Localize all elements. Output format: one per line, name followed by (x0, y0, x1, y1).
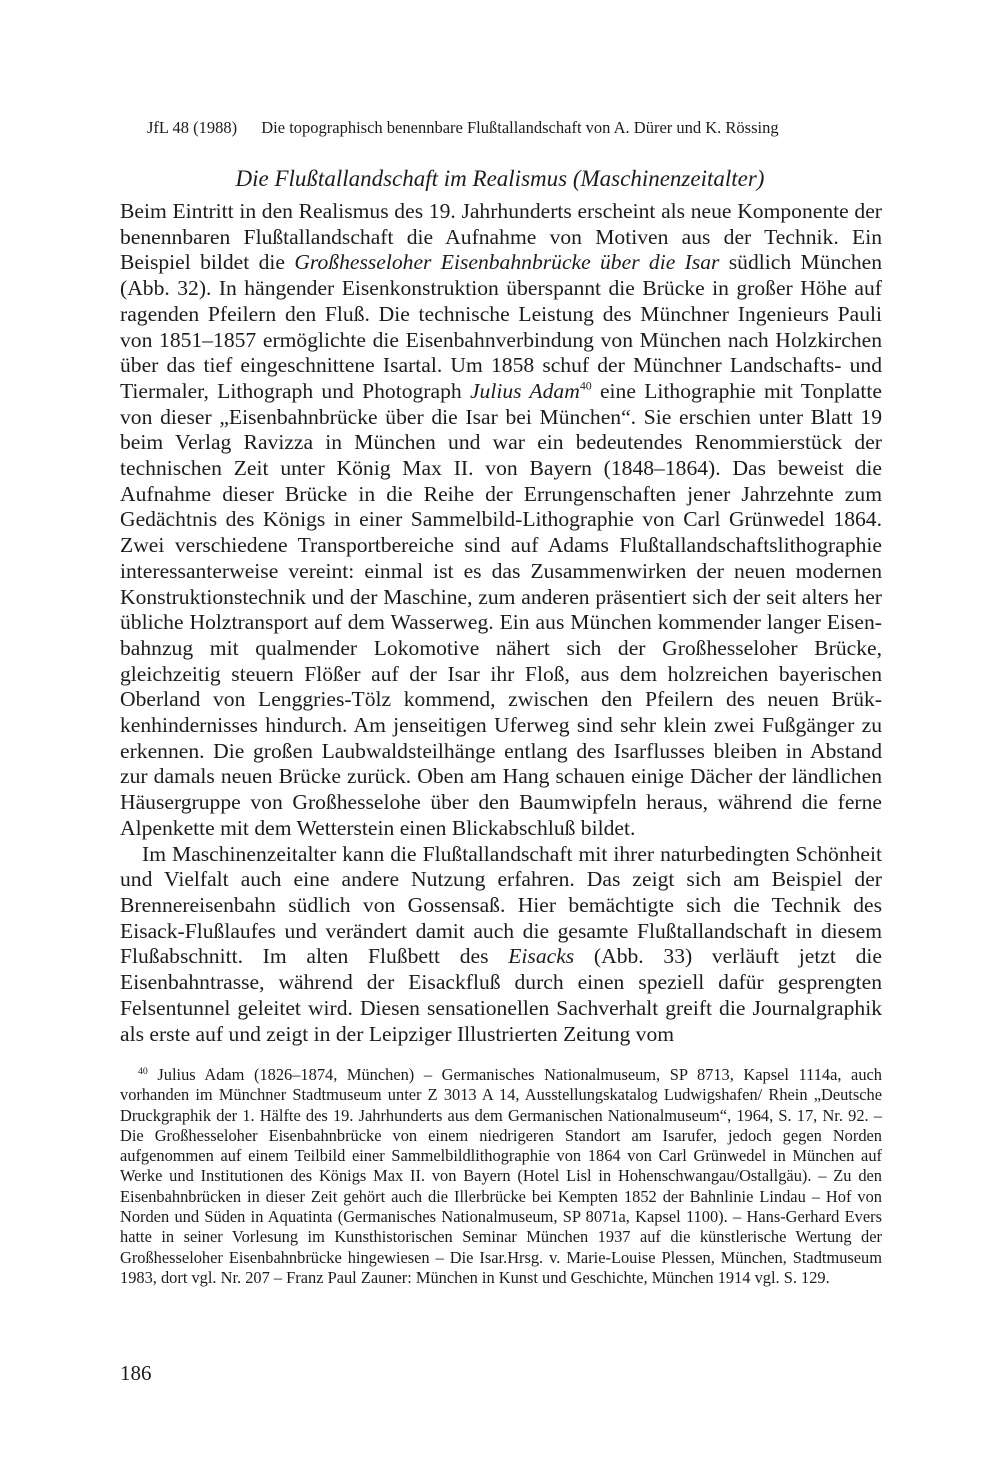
section-heading: Die Flußtallandschaft im Realismus (Maschinenzeitalter) (235, 166, 765, 191)
paragraph-text: Beim Eintritt in den Realismus des 19. Jahrhunderts erscheint als neue Komponente der benennbaren Flußtallandschaft die Aufnahme von Motiven aus der Technik. Ein Beispiel bildet die (120, 199, 882, 275)
paragraph-text: eine Lithographie mit Tonplatte von dieser „Eisenbahnbrücke über die Isar bei München“. Sie erschien unter Blatt 19 beim Verlag Ravizza in München und war ein bedeutendes Renommierstück der technischen Zeit unter König Max II. von Bayern (1848–1864). Das beweist die Aufnahme dieser Brücke in die Reihe der Errungenschaften jener Jahrzehnte zum Gedächtnis des Königs in einer Sammelbild-Lithographie von Carl Grünwedel 1864. Zwei verschiedene Transportbereiche sind auf Adams Flußtallandschaftslithographie interessanterweise vereint: einmal ist es das Zusammenwirken der neuen modernen Konstruktionstechnik und der Maschine, zum anderen präsentiert sich der seit alters her übliche Holztransport auf dem Wasserweg. Ein aus München kommender langer Eisenbahnzug mit qualmender Lokomotive nähert sich der Großhesseloher Brücke, gleichzeitig steuern Flößer auf der Isar ihr Floß, aus dem holzreichen bayerischen Oberland von Lenggries-Tölz kommend, zwischen den Pfeilern des neuen Brükkenhindernisses hindurch. Am jenseitigen Uferweg sind sehr klein zwei Fußgänger zu erkennen. Die großen Laubwaldsteilhänge entlang des Isarflusses bleiben in Abstand zur damals neuen Brücke zurück. Oben am Hang schauen einige Dächer der ländlichen Häusergruppe von Großhesselohe über den Baumwipfeln heraus, während die ferne Alpenkette mit dem Wetterstein einen Blickabschluß bildet. (120, 378, 882, 840)
page-number: 186 (120, 1361, 152, 1385)
italic-term: Julius Adam (469, 378, 580, 403)
footnote-text: Julius Adam (1826–1874, München) – Germanisches Nationalmuseum, SP 8713, Kapsel 1114a, auch vorhanden im Münchner Stadtmuseum unter Z 3013 A 14, Ausstellungskatalog Ludwigshafen/ Rhein „Deutsche Druckgraphik der 1. Hälfte des 19. Jahrhunderts aus dem Germanischen Nationalmuseum“, 1964, S. 17, Nr. 92. – Die Großhesseloher Eisenbahnbrücke von einem niedrigeren Standort am Isarufer, jedoch gegen Norden aufgenommen auf einem Teilbild einer Sammelbildlithographie von 1864 von Carl Grünwedel in München auf Werke und Institutionen des Königs Max II. von Bayern (Hotel Lisl in Hohenschwangau/Ostallgäu). – Zu den Eisenbahnbrücken in dieser Zeit gehört auch die Illerbrücke bei Kempten 1852 der Bahnlinie Lindau – Hof von Norden und Süden in Aquatinta (Germanisches Nationalmuseum, SP 8071a, Kapsel 1100). – Hans-Gerhard Evers hatte in seiner Vorlesung im Kunsthistorischen Seminar München 1937 auf die künstlerische Wertung der Großhesseloher Eisenbahnbrücke hingewiesen – Die Isar.Hrsg. v. Marie-Louise Plessen, München, Stadtmuseum 1983, dort vgl. Nr. 207 – Franz Paul Zauner: München in Kunst und Geschichte, München 1914 vgl. S. 129. (120, 1065, 882, 1287)
paragraph (120, 199, 882, 842)
paragraph (120, 842, 882, 1048)
paragraph-text: südlich München (Abb. 32). In hängender Eisenkonstruktion überspannt die Brücke in großer Höhe auf ragenden Pfeilern den Fluß. Die technische Leistung des Münchner Ingenieurs Pauli von 1851–1857 ermöglichte die Eisenbahnverbindung von München nach Holzkirchen über das tief eingeschnittene Isartal. Um 1858 schuf der Münchner Landschafts- und Tiermaler, Lithograph und Photograph (120, 250, 883, 403)
italic-term: Großhesseloher Eisenbahnbrücke über die Isar (294, 250, 720, 275)
paragraph-text: (Abb. 33) verläuft jetzt die Eisenbahntrasse, während der Eisackfluß durch einen speziell dafür gesprengten Felsentunnel geleitet wird. Diesen sensationellen Sachverhalt greift die Journalgraphik als erste auf und zeigt in der Leipziger Illustrierten Zeitung vom (120, 944, 882, 1046)
body-text (120, 199, 882, 1047)
italic-term: Eisacks (508, 944, 575, 969)
paragraph-text: Im Maschinenzeitalter kann die Flußtallandschaft mit ihrer naturbedingten Schönheit und Vielfalt auch eine andere Nutzung erfahren. Das zeigt sich am Beispiel der Brennereisenbahn südlich von Gossensaß. Hier bemächtigte sich die Technik des Eisack-Flußlaufes und verändert damit auch die gesamte Flußtallandschaft in diesem Flußabschnitt. Im alten Flußbett des (120, 841, 882, 969)
footnote (120, 1065, 882, 1288)
footnote-reference: 40 (579, 378, 592, 393)
footnote-number: 40 (138, 1066, 148, 1078)
article-title: Die topographisch benennbare Flußtallandschaft von A. Dürer und K. Rössing (261, 118, 779, 137)
running-head (147, 116, 779, 140)
journal-citation: JfL 48 (1988) (147, 118, 238, 137)
